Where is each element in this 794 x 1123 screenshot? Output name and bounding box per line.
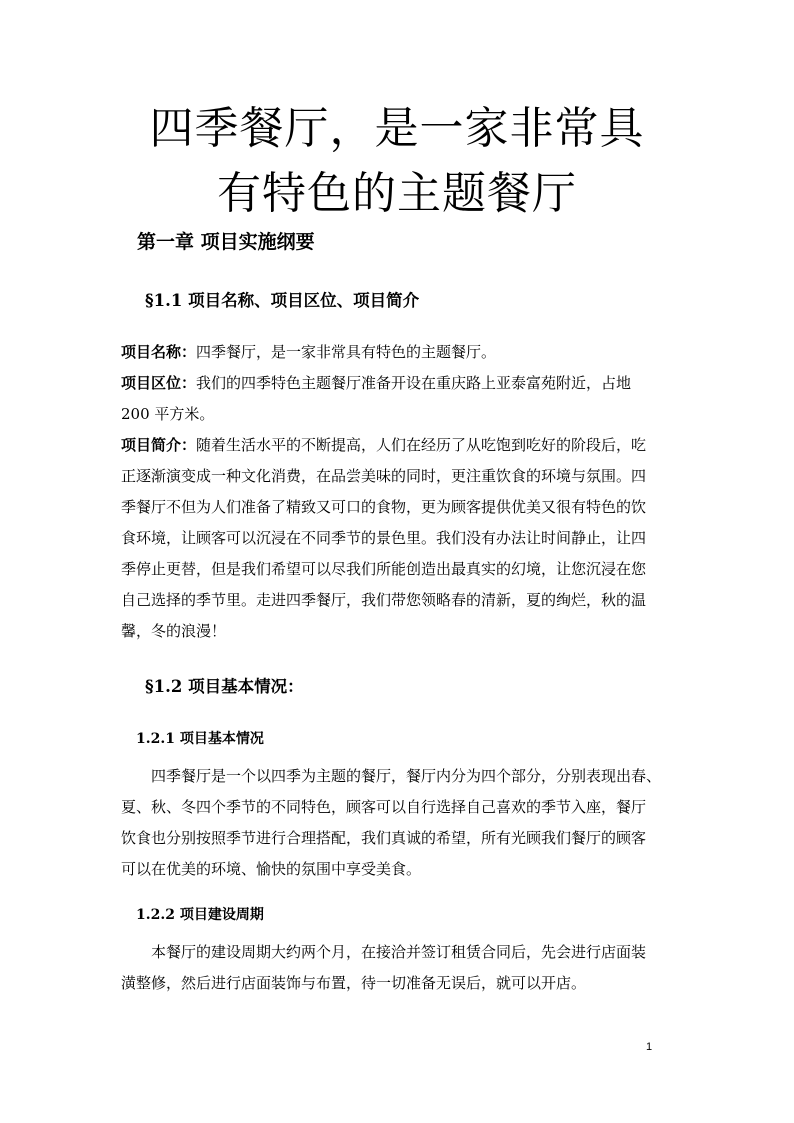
project-overview-block: [121, 337, 696, 647]
project-intro-line: 自己选择的季节里。走进四季餐厅，我们带您领略春的清新，夏的绚烂，秋的温: [121, 591, 647, 609]
paragraph-line: 潢整修，然后进行店面装饰与布置，待一切准备无误后，就可以开店。: [121, 974, 587, 992]
paragraph-line: 可以在优美的环境、愉快的氛围中享受美食。: [121, 860, 422, 878]
project-name-line: [121, 337, 696, 368]
project-location-label: 项目区位：: [121, 374, 197, 392]
project-intro-line: 季停止更替，但是我们希望可以尽我们所能创造出最真实的幻境，让您沉浸在您: [121, 560, 647, 578]
page-number: 1: [646, 1041, 653, 1053]
paragraph-line: 四季餐厅是一个以四季为主题的餐厅，餐厅内分为四个部分，分别表现出春、: [151, 767, 662, 785]
chapter-heading: 第一章 项目实施纲要: [137, 231, 315, 253]
project-name-label: 项目名称：: [121, 343, 197, 361]
paragraph-line: 本餐厅的建设周期大约两个月，在接洽并签订租赁合同后，先会进行店面装: [151, 943, 647, 961]
subsection-1-2-1-heading: 1.2.1 项目基本情况: [136, 731, 264, 747]
project-location-line-2: 200 平方米。: [121, 405, 215, 423]
project-intro-line: 季餐厅不但为人们准备了精致又可口的食物，更为顾客提供优美又很有特色的饮: [121, 498, 647, 516]
section-1-2-heading: §1.2 项目基本情况：: [145, 677, 304, 696]
project-intro-line: 馨，冬的浪漫！: [121, 622, 227, 640]
project-intro-line: [121, 430, 696, 461]
project-intro-line: 正逐渐演变成一种文化消费，在品尝美味的同时，更注重饮食的环境与氛围。四: [121, 467, 647, 485]
project-intro-text: 随着生活水平的不断提高，人们在经历了从吃饱到吃好的阶段后，吃: [196, 436, 647, 454]
paragraph-line: 饮食也分别按照季节进行合理搭配，我们真诚的希望，所有光顾我们餐厅的顾客: [121, 829, 647, 847]
project-basics-paragraph: [121, 761, 696, 885]
project-intro-line: 食环境，让顾客可以沉浸在不同季节的景色里。我们没有办法让时间静止，让四: [121, 529, 647, 547]
project-location-line: [121, 368, 696, 399]
paragraph-line: 夏、秋、冬四个季节的不同特色，顾客可以自行选择自己喜欢的季节入座，餐厅: [121, 798, 647, 816]
document-title-line-1: 四季餐厅，是一家非常具: [149, 103, 645, 154]
section-1-1-heading: §1.1 项目名称、项目区位、项目简介: [145, 291, 420, 310]
project-intro-label: 项目简介：: [121, 436, 197, 454]
construction-period-paragraph: [121, 937, 696, 999]
project-name-text: 四季餐厅，是一家非常具有特色的主题餐厅。: [196, 343, 497, 361]
document-title-line-2: 有特色的主题餐厅: [217, 168, 577, 219]
subsection-1-2-2-heading: 1.2.2 项目建设周期: [136, 907, 264, 923]
project-location-text: 我们的四季特色主题餐厅准备开设在重庆路上亚泰富苑附近，占地: [196, 374, 632, 392]
